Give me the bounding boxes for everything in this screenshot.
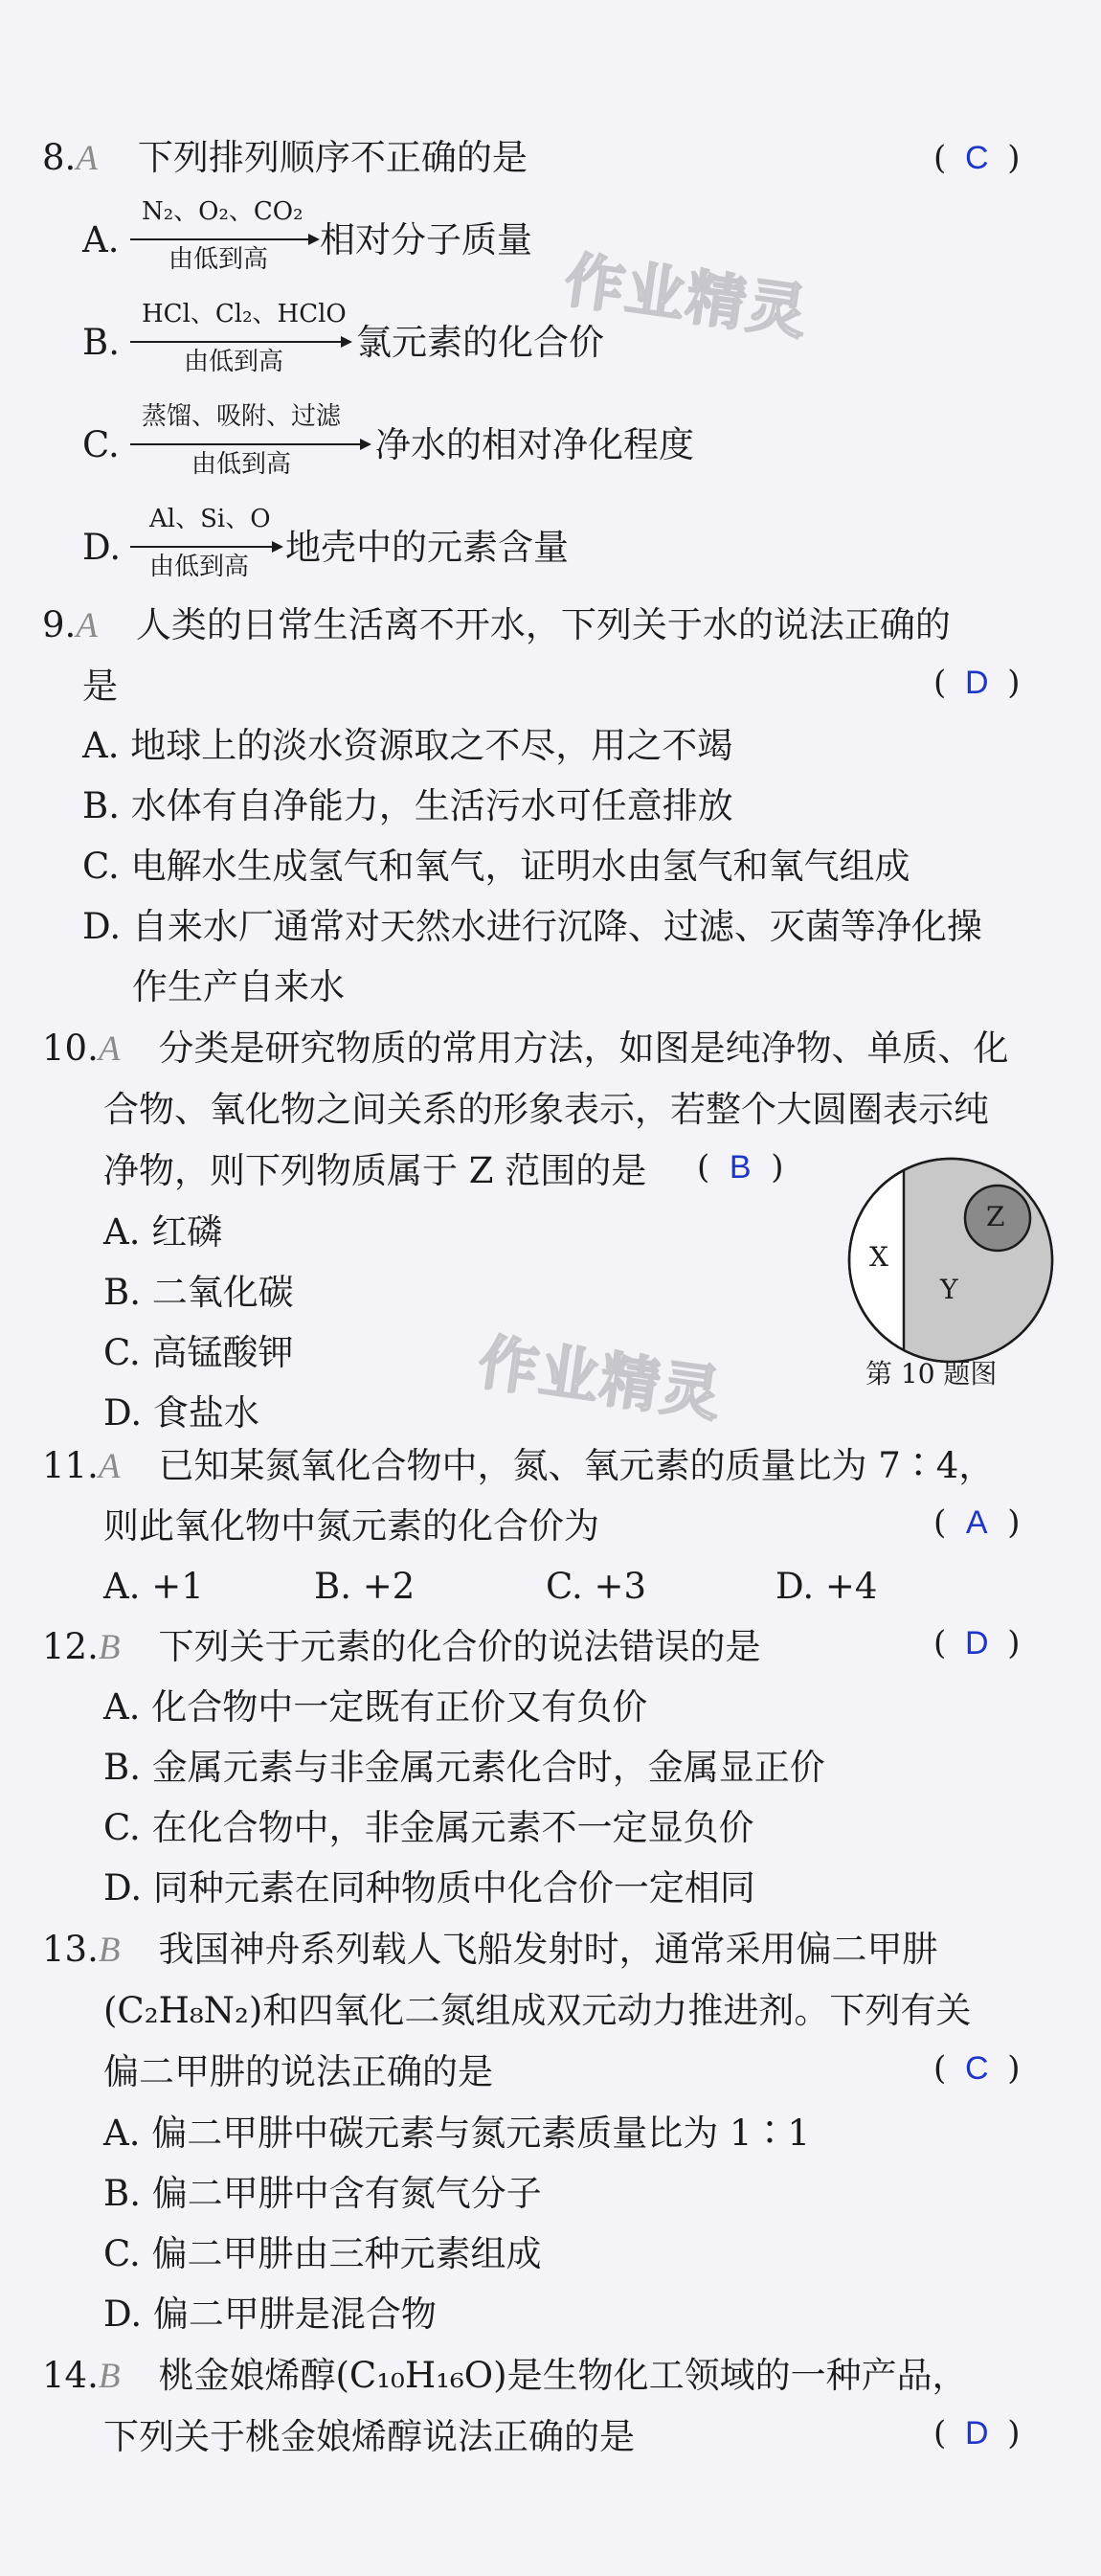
venn-label-x: X	[869, 1241, 888, 1273]
answer-10: ( B )	[697, 1148, 784, 1186]
question-14-stem: 14.B 桃金娘烯醇(C₁₀H₁₆O)是生物化工领域的一种产品，	[42, 2355, 968, 2396]
venn-diagram	[846, 1149, 1055, 1371]
answer-11: ( A )	[933, 1503, 1021, 1542]
question-11-stem: 11.A 已知某氮氧化合物中，氮、氧元素的质量比为 7∶4，	[42, 1445, 995, 1486]
question-10-stem-cont: 合物、氧化物之间关系的形象表示，若整个大圆圈表示纯	[103, 1089, 989, 1130]
figure-caption: 第 10 题图	[865, 1358, 998, 1390]
q11-option: D. +4	[775, 1566, 878, 1607]
q10-option: C. 高锰酸钾	[103, 1332, 294, 1373]
venn-label-y: Y	[940, 1274, 958, 1305]
answer-12: ( D )	[933, 1624, 1021, 1662]
q8-option-a-text: 相对分子质量	[320, 219, 532, 260]
q8-option-b-arrow: HCl、Cl₂、HClO 由低到高	[130, 300, 354, 388]
q11-option: B. +2	[314, 1566, 416, 1607]
answer-14: ( D )	[933, 2414, 1021, 2452]
answer-9: ( D )	[933, 664, 1021, 702]
difficulty-level: A	[76, 606, 98, 645]
question-11-stem-cont: 则此氧化物中氮元素的化合价为	[103, 1505, 599, 1547]
q9-option: A. 地球上的淡水资源取之不尽，用之不竭	[82, 725, 733, 766]
q8-option-b-text: 氯元素的化合价	[356, 322, 604, 363]
q10-option: B. 二氧化碳	[103, 1272, 294, 1313]
q12-option: B. 金属元素与非金属元素化合时，金属显正价	[103, 1747, 825, 1788]
question-10-stem: 10.A 分类是研究物质的常用方法，如图是纯净物、单质、化	[42, 1028, 1009, 1069]
question-14-stem-cont: 下列关于桃金娘烯醇说法正确的是	[103, 2416, 635, 2457]
q8-option-d-label: D.	[82, 527, 122, 568]
question-12-stem: 12.B 下列关于元素的化合价的说法错误的是	[42, 1626, 761, 1667]
q11-option: C. +3	[546, 1566, 647, 1607]
q8-option-b-label: B.	[82, 322, 120, 363]
q8-option-a-label: A.	[82, 219, 120, 260]
q8-option-c-text: 净水的相对净化程度	[375, 424, 694, 465]
q13-option: C. 偏二甲肼由三种元素组成	[103, 2233, 542, 2274]
question-9-stem: 9.A 人类的日常生活离不开水，下列关于水的说法正确的	[42, 604, 951, 645]
answer-13: ( C )	[933, 2049, 1021, 2088]
watermark: 作业精灵	[474, 1326, 728, 1431]
q10-option: A. 红磷	[103, 1211, 223, 1253]
q12-option: A. 化合物中一定既有正价又有负价	[103, 1686, 648, 1728]
question-8-stem: 8.A 下列排列顺序不正确的是	[42, 137, 528, 178]
answer-8: ( C )	[933, 139, 1021, 177]
difficulty-level: B	[98, 1628, 121, 1667]
difficulty-level: B	[98, 2357, 121, 2396]
difficulty-level: B	[98, 1931, 121, 1970]
q9-option-cont: 作生产自来水	[132, 966, 345, 1007]
question-13-stem-cont: 偏二甲肼的说法正确的是	[103, 2051, 493, 2092]
q8-option-a-arrow: N₂、O₂、CO₂ 由低到高	[130, 197, 322, 285]
q9-option: C. 电解水生成氢气和氧气，证明水由氢气和氧气组成	[82, 846, 910, 887]
question-13-stem-cont: (C₂H₈N₂)和四氧化二氮组成双元动力推进剂。下列有关	[103, 1990, 972, 2031]
q13-option: B. 偏二甲肼中含有氮气分子	[103, 2173, 542, 2214]
question-10-stem-cont: 净物，则下列物质属于 Z 范围的是	[103, 1150, 647, 1191]
q13-option: A. 偏二甲肼中碳元素与氮元素质量比为 1∶1	[103, 2113, 811, 2154]
q13-option: D. 偏二甲肼是混合物	[103, 2294, 437, 2335]
q8-option-c-label: C.	[82, 424, 120, 465]
q8-option-d-text: 地壳中的元素含量	[285, 527, 569, 568]
q11-option: A. +1	[103, 1566, 204, 1607]
watermark: 作业精灵	[560, 244, 814, 349]
q9-option: D. 自来水厂通常对天然水进行沉降、过滤、灭菌等净化操	[82, 906, 982, 947]
q12-option: C. 在化合物中，非金属元素不一定显负价	[103, 1807, 754, 1848]
q10-option: D. 食盐水	[103, 1392, 259, 1434]
q8-option-d-arrow: Al、Si、O 由低到高	[130, 505, 285, 593]
difficulty-level: A	[98, 1447, 121, 1486]
venn-label-z: Z	[986, 1201, 1005, 1232]
q8-option-c-arrow: 蒸馏、吸附、过滤 由低到高	[130, 402, 373, 490]
question-13-stem: 13.B 我国神舟系列载人飞船发射时，通常采用偏二甲肼	[42, 1929, 938, 1970]
q9-option: B. 水体有自净能力，生活污水可任意排放	[82, 785, 733, 826]
question-9-stem-cont: 是	[82, 666, 118, 707]
difficulty-level: A	[76, 139, 98, 178]
q12-option: D. 同种元素在同种物质中化合价一定相同	[103, 1867, 755, 1909]
difficulty-level: A	[98, 1029, 121, 1069]
